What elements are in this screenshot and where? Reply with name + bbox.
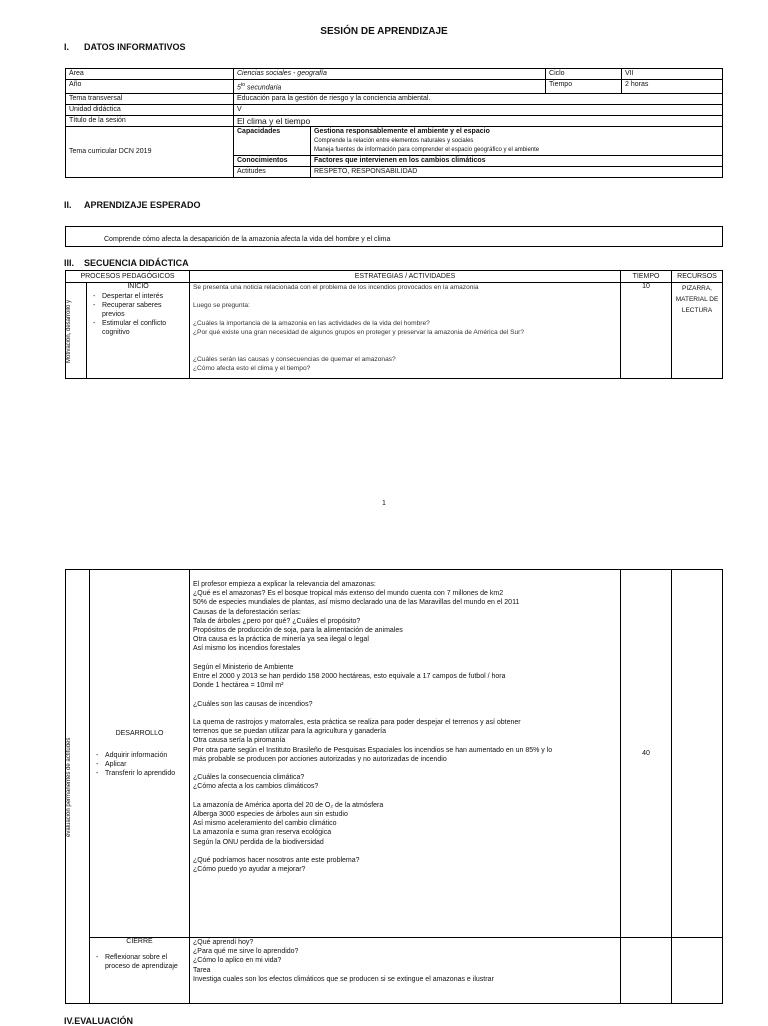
- titulo-value: El clima y el tiempo: [234, 116, 723, 127]
- datos-table: [65, 68, 723, 178]
- area-label: Área: [66, 69, 234, 80]
- text-line: [193, 310, 617, 319]
- section-label: DATOS INFORMATIVOS: [84, 42, 186, 52]
- header-estrategias: ESTRATEGIAS / ACTIVIDADES: [190, 271, 621, 283]
- text-line: ¿Qué podríamos hacer nosotros ante este problema?: [193, 857, 360, 865]
- text-line: Tala de árboles ¿pero por qué? ¿Cuáles el propósito?: [193, 617, 361, 625]
- capacidades-label: Capacidades: [234, 127, 311, 156]
- text-line: Así mismo aceleramiento del cambio climático: [193, 820, 337, 828]
- anio-value: $5^{to}$ secundaria: [234, 80, 546, 94]
- conocimientos-value: Factores que intervienen en los cambios climáticos: [311, 156, 723, 167]
- section-heading-secuencia: III. SECUENCIA DIDÁCTICA: [64, 258, 189, 268]
- desarrollo-cell: [90, 570, 190, 938]
- desarrollo-list: [93, 751, 186, 778]
- text-line: Donde 1 hectárea = 10mil m²: [193, 682, 284, 690]
- capacidades-sub-2: Maneja fuentes de información para comprender el espacio geográfico y el ambiente: [314, 147, 540, 154]
- text-line: Por otra parte según el Instituto Brasileño de Pesquisas Espaciales los incendios se han aumentado en un 85% y lo: [193, 746, 553, 754]
- cierre-title: CIERRE: [126, 938, 153, 945]
- text-line: Luego se pregunta:: [193, 302, 250, 309]
- text-line: ¿Qué es el amazonas? Es el bosque tropical más extenso del mundo cuenta con 7 millones de km2: [193, 590, 504, 598]
- list-item: - Despertar el interés: [102, 292, 186, 301]
- text-line: [193, 337, 617, 346]
- tema-transversal-value: Educación para la gestión de riesgo y la conciencia ambiental.: [234, 94, 723, 105]
- desarrollo-tiempo: 40: [621, 570, 672, 938]
- list-item: - Aplicar: [105, 760, 186, 769]
- inicio-title: INICIO: [127, 283, 149, 290]
- list-item: - Estimular el conflicto cognitivo: [102, 319, 186, 337]
- titulo-label: Título de la sesión: [66, 116, 234, 127]
- text-line: Según el Ministerio de Ambiente: [193, 663, 294, 671]
- tiempo-value: 2 horas: [622, 80, 723, 94]
- text-line: ¿Qué aprendí hoy?: [193, 939, 254, 946]
- area-value: Ciencias sociales - geografía: [234, 69, 546, 80]
- text-line: ¿Cómo afecta a los cambios climáticos?: [193, 783, 319, 791]
- text-line: La quema de rastrojos y matorrales, esta práctica se realiza para poder despejar el terrenos y así obtener: [193, 719, 521, 727]
- text-line: Otra causa es la práctica de minería ya sea ilegal o legal: [193, 636, 369, 644]
- text-line: [193, 764, 617, 773]
- section-heading-evaluacion: IV.EVALUACIÓN: [64, 1016, 134, 1026]
- inicio-actividades: [190, 283, 621, 379]
- text-line: [193, 792, 617, 801]
- inicio-tiempo: 10: [621, 283, 672, 379]
- desarrollo-lines: [193, 580, 617, 875]
- cierre-list: [93, 953, 186, 971]
- header-recursos: RECURSOS: [672, 271, 723, 283]
- inicio-side-cell: [66, 283, 87, 379]
- cierre-recursos: [672, 938, 723, 1004]
- text-line: El profesor empieza a explicar la relevancia del amazonas:: [193, 581, 376, 588]
- text-line: ¿Cómo puedo yo ayudar a mejorar?: [193, 866, 306, 874]
- text-line: [193, 709, 617, 718]
- actitudes-value: RESPETO, RESPONSABILIDAD: [311, 167, 723, 178]
- text-line: Entre el 2000 y 2013 se han perdido 158 2000 hectáreas, esto equivale a 17 campos de futbol / hora: [193, 673, 506, 681]
- text-line: más probable se producen por acciones autorizadas y no autorizadas de incendio: [193, 755, 447, 763]
- text-line: ¿Cuáles serán las causas y consecuencias de quemar el amazonas?: [193, 356, 396, 363]
- text-line: ¿Para qué me sirve lo aprendido?: [193, 948, 299, 956]
- header-tiempo: TIEMPO: [621, 271, 672, 283]
- tema-transversal-label: Tema transversal: [66, 94, 234, 105]
- text-line: [193, 690, 617, 699]
- aprendizaje-esperado-box: [65, 226, 723, 247]
- text-line: Investiga cuales son los efectos climáticos que se producen si se extingue el amazonas e ilustrar: [193, 975, 494, 983]
- page-number: 1: [382, 500, 386, 507]
- text-line: [193, 654, 617, 663]
- text-line: Otra causa sería la piromanía: [193, 737, 286, 745]
- cierre-tiempo: [621, 938, 672, 1004]
- text-line: ¿Cómo afecta esto el clima y el tiempo?: [193, 365, 311, 372]
- conocimientos-label: Conocimientos: [234, 156, 311, 167]
- tiempo-label: Tiempo: [546, 80, 622, 94]
- list-item: - Reflexionar sobre el proceso de aprendizaje: [105, 953, 186, 971]
- text-line: Se presenta una noticia relacionada con el problema de los incendios provocados en la amazonia: [193, 284, 479, 291]
- capacidades-value: Gestiona responsablemente el ambiente y el espacio: [314, 128, 490, 136]
- inicio-list: [90, 292, 186, 337]
- ciclo-value: VII: [622, 69, 723, 80]
- capacidades-sub-1: Comprende la relación entre elementos naturales y sociales: [314, 138, 474, 145]
- section-heading-datos: [64, 42, 186, 52]
- text-line: terrenos que se puedan utilizar para la agricultura y ganadería: [193, 728, 387, 736]
- text-line: ¿Cuáles la consecuencia climática?: [193, 774, 305, 782]
- text-line: ¿Cuáles son las causas de incendios?: [193, 700, 313, 708]
- desarrollo-side-label: evaluación permanentes de actitudes: [66, 736, 72, 837]
- text-line: [193, 292, 617, 301]
- text-line: [193, 346, 617, 355]
- desarrollo-actividades: [190, 570, 621, 938]
- text-line: Según la ONU perdida de la biodiversidad: [193, 838, 324, 846]
- text-line: ¿Cómo lo aplico en mi vida?: [193, 957, 282, 965]
- desarrollo-recursos: [672, 570, 723, 938]
- list-item: - Transferir lo aprendido: [105, 769, 186, 778]
- text-line: Tarea: [193, 966, 211, 974]
- unidad-label: Unidad didáctica: [66, 105, 234, 116]
- capacidades-cell: [311, 127, 723, 156]
- secuencia-table: [65, 270, 723, 379]
- list-item: - Recuperar saberes previos: [102, 301, 186, 319]
- header-procesos: PROCESOS PEDAGÓGICOS: [66, 271, 190, 283]
- tema-curricular-label: Tema curricular DCN 2019: [66, 127, 234, 178]
- desarrollo-side-cell: [66, 570, 90, 1004]
- ciclo-label: Ciclo: [546, 69, 622, 80]
- desarrollo-table: [65, 569, 723, 1004]
- text-line: La amazonía e suma gran reserva ecológica: [193, 829, 332, 837]
- text-line: 50% de especies mundiales de plantas, así mismo declarado una de las Maravillas del mundo en el 2011: [193, 599, 520, 607]
- text-line: Causas de la deforestación serías:: [193, 608, 301, 616]
- inicio-cell: [87, 283, 190, 379]
- anio-label: Año: [66, 80, 234, 94]
- cierre-actividades: [190, 938, 621, 1004]
- text-line: [193, 847, 617, 856]
- text-line: Así mismo los incendios forestales: [193, 645, 301, 653]
- text-line: La amazonía de América aporta del 20 de O₂ de la atmósfera: [193, 801, 384, 809]
- text-line: ¿Cuáles la importancia de la amazonia en las actividades de la vida del hombre?: [193, 320, 430, 327]
- page-title: SESIÓN DE APRENDIZAJE: [320, 26, 448, 37]
- unidad-value: V: [234, 105, 723, 116]
- actitudes-label: Actitudes: [234, 167, 311, 178]
- list-item: - Adquirir información: [105, 751, 186, 760]
- desarrollo-title: DESARROLLO: [115, 729, 164, 737]
- text-line: ¿Por qué existe una gran necesidad de algunos grupos en proteger y preservar la amazonia de América del Sur?: [193, 329, 525, 336]
- text-line: Propósitos de producción de soja, para la alimentación de animales: [193, 627, 403, 635]
- inicio-side-label: Motivación, desarrollo y: [66, 298, 72, 363]
- aprendizaje-esperado-text: Comprende cómo afecta la desaparición de la amazonia afecta la vida del hombre y el clima: [104, 236, 391, 243]
- text-line: Alberga 3000 especies de árboles aun sin estudio: [193, 811, 348, 819]
- section-heading-aprendizaje: II. APRENDIZAJE ESPERADO: [64, 200, 201, 210]
- section-number: I.: [64, 42, 70, 52]
- cierre-cell: [90, 938, 190, 1004]
- inicio-recursos: PIZARRA, MATERIAL DE LECTURA: [672, 283, 723, 379]
